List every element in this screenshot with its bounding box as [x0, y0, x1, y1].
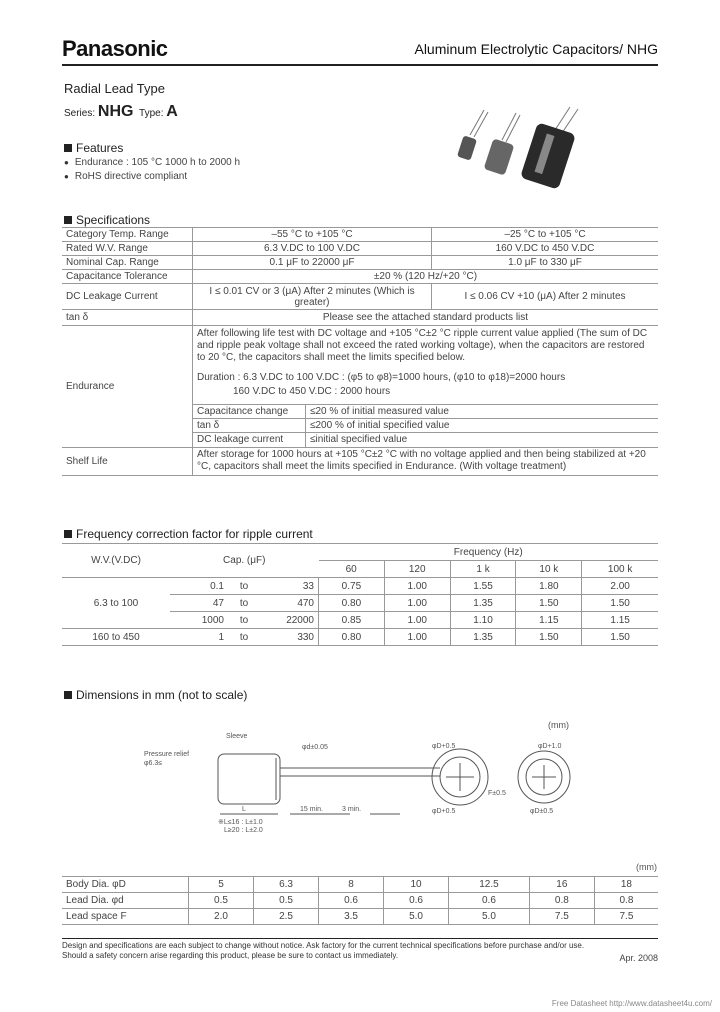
vent-label: Pressure relief — [144, 751, 190, 758]
section-square-icon — [64, 530, 72, 538]
small-diameter-label: φD±0.5 — [530, 808, 554, 815]
dimensions-table — [62, 876, 658, 925]
unit-label: (mm) — [548, 720, 569, 730]
table-row: Rated W.V. Range 6.3 V.DC to 100 V.DC 160 V.DC to 450 V.DC — [62, 242, 658, 256]
bottom-diameter-label: φD+0.5 — [432, 808, 456, 815]
watermark: Free Datasheet http://www.datasheet4u.com/ — [551, 999, 712, 1008]
table-row: Lead Dia. φd 0.5 0.5 0.6 0.6 0.6 0.8 0.8 — [62, 893, 658, 909]
capacitor-photo — [450, 105, 600, 195]
sleeve-label: Sleeve — [226, 733, 248, 740]
section-square-icon — [64, 144, 72, 152]
footer-notice: Design and specifications are each subject to change without notice. Ask factory for the current technical specifications before purchase and/or use. Should a safety concern arise regarding this product, please be sure to contact us immediately. — [62, 941, 585, 960]
endurance-limits: Capacitance change ≤20 % of initial measured value tan δ ≤200 % of initial specified value DC leakage current ≤initial specified value — [193, 404, 658, 447]
table-row: Shelf Life After storage for 1000 hours at +105 °C±2 °C with no voltage applied and then being stabilized at +20 °C, capacitors shall meet the limits specified in Endurance. (With voltage treatment) — [62, 447, 658, 475]
lead-diameter-label: φd±0.05 — [302, 744, 328, 751]
type-label: Type: — [139, 108, 164, 119]
document-title: Aluminum Electrolytic Capacitors/ NHG — [414, 41, 658, 57]
table-row: 160 to 450 1 to 330 0.80 1.00 1.35 1.50 1.50 — [62, 629, 658, 646]
dimensions-heading: Dimensions in mm (not to scale) — [64, 688, 247, 702]
table-row: Capacitance Tolerance ±20 % (120 Hz/+20 °C) — [62, 270, 658, 284]
table-row: 47 to 470 0.80 1.00 1.35 1.50 1.50 — [62, 595, 658, 612]
frequency-table — [62, 543, 658, 646]
specifications-table — [62, 227, 658, 476]
length-label: L — [242, 806, 246, 813]
publication-date: Apr. 2008 — [619, 953, 658, 963]
small-top-diameter-label: φD+1.0 — [538, 743, 562, 750]
endurance-duration-1: Duration : 6.3 V.DC to 100 V.DC : (φ5 to φ8)=1000 hours, (φ10 to φ18)=2000 hours — [197, 372, 566, 383]
pitch-label: F±0.5 — [488, 790, 506, 797]
product-subtitle: Radial Lead Type — [64, 81, 165, 96]
section-square-icon — [64, 691, 72, 699]
features-list — [64, 156, 240, 184]
min-length-label: 3 min. — [342, 806, 362, 813]
table-row: Body Dia. φD 5 6.3 8 10 12.5 16 18 — [62, 877, 658, 893]
table-row: 60 120 1 k 10 k 100 k — [62, 561, 658, 578]
table-row: W.V.(V.DC) Cap. (μF) Frequency (Hz) — [62, 544, 658, 561]
type-value: A — [166, 103, 178, 120]
endurance-text: After following life test with DC voltage and +105 °C±2 °C ripple current value applied (The sum of DC and ripple peak voltage shall not exceed the rated working voltage), when the capacitors are restored to 20 °C, the capacitors shall meet the limits specified below. — [197, 328, 648, 363]
dimension-drawing — [140, 732, 580, 842]
tolerance-note-1: ※L≤16 : L±1.0 — [218, 819, 263, 826]
table-row: Nominal Cap. Range 0.1 μF to 22000 μF 1.0 μF to 330 μF — [62, 256, 658, 270]
list-item: ● RoHS directive compliant — [64, 170, 240, 184]
table-row: Endurance After following life test with DC voltage and +105 °C±2 °C ripple current value applied (The sum of DC and ripple peak voltage shall not exceed the rated working voltage), when the capacitors are restored to 20 °C, the capacitors shall meet the limits specified below. Duration : 6.3 V.DC to 100 V.DC : (φ5 to φ8)=1000 hours, (φ10 to φ18)=2000 hours 160 V.DC to 450 V.DC : 2000 hours Capacitance change ≤20 % of initial measured value tan δ ≤200 % of initial specified value DC leakage current ≤initial specified value — [62, 326, 658, 448]
endurance-duration-2: 160 V.DC to 450 V.DC : 2000 hours — [233, 386, 391, 397]
list-item: ● Endurance : 105 °C 1000 h to 2000 h — [64, 156, 240, 170]
series-label: Series: — [64, 108, 96, 119]
vent-size-label: φ6.3≤ — [144, 760, 163, 767]
table-row: 6.3 to 100 0.1 to 33 0.75 1.00 1.55 1.80 2.00 — [62, 578, 658, 595]
lead-length-label: 15 min. — [300, 806, 323, 813]
specifications-heading: Specifications — [64, 213, 150, 227]
table-row: 1000 to 22000 0.85 1.00 1.10 1.15 1.15 — [62, 612, 658, 629]
series-value: NHG — [97, 103, 134, 120]
dimension-unit-label: (mm) — [636, 862, 657, 872]
section-square-icon — [64, 216, 72, 224]
top-diameter-label: φD+0.5 — [432, 743, 456, 750]
footer-rule — [62, 938, 658, 939]
features-heading: Features — [64, 141, 123, 155]
brand-logo: Panasonic — [62, 36, 168, 61]
frequency-heading: Frequency correction factor for ripple current — [64, 527, 313, 541]
series-line — [64, 103, 178, 121]
table-row: Category Temp. Range –55 °C to +105 °C –25 °C to +105 °C — [62, 228, 658, 242]
table-row: Lead space F 2.0 2.5 3.5 5.0 5.0 7.5 7.5 — [62, 909, 658, 925]
tolerance-note-2: L≥20 : L±2.0 — [224, 827, 263, 834]
header-rule — [62, 64, 658, 66]
table-row: DC Leakage Current I ≤ 0.01 CV or 3 (μA) After 2 minutes (Which is greater) I ≤ 0.06 CV +10 (μA) After 2 minutes — [62, 284, 658, 310]
table-row: tan δ Please see the attached standard products list — [62, 310, 658, 326]
